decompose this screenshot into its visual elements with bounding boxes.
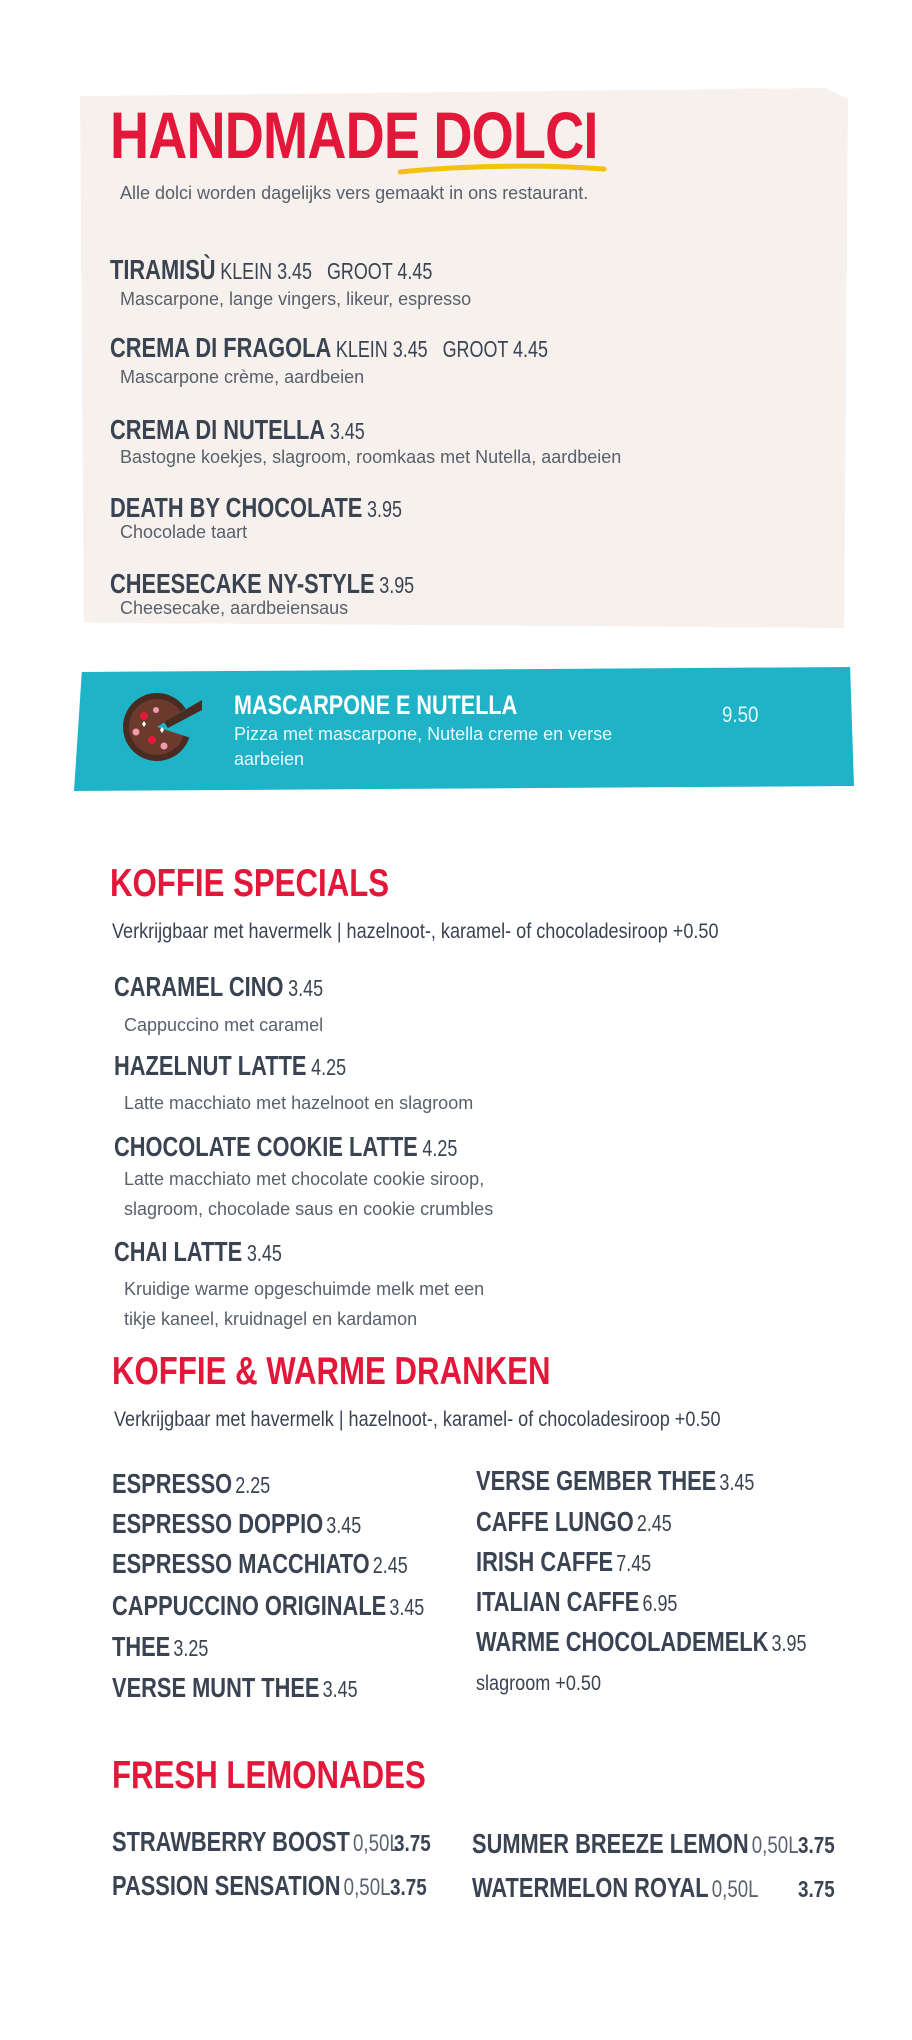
menu-item-name: CREMA DI NUTELLA 3.45	[110, 414, 365, 445]
menu-item-desc: tikje kaneel, kruidnagel en kardamon	[124, 1309, 418, 1329]
lemonade-price: 3.75	[798, 1876, 835, 1902]
menu-item-desc: Cheesecake, aardbeiensaus	[120, 598, 349, 618]
drink-item: ESPRESSO MACCHIATO 2.45	[112, 1548, 408, 1579]
menu-item-desc: Bastogne koekjes, slagroom, roomkaas met Nutella, aardbeien	[120, 447, 622, 467]
promo-price: 9.50	[722, 702, 759, 727]
section-title-warme-dranken: KOFFIE & WARME DRANKEN	[112, 1350, 551, 1393]
drink-item: VERSE GEMBER THEE 3.45	[476, 1465, 755, 1496]
menu-item-name: CHEESECAKE NY-STYLE 3.95	[110, 568, 415, 599]
menu-item-desc: Mascarpone, lange vingers, likeur, espresso	[120, 289, 472, 309]
drink-item: ESPRESSO 2.25	[112, 1468, 271, 1499]
pizza-slice-icon	[112, 680, 202, 770]
drink-item: VERSE MUNT THEE 3.45	[112, 1672, 358, 1703]
drink-item: ITALIAN CAFFE 6.95	[476, 1586, 678, 1617]
menu-item-name: CREMA DI FRAGOLA KLEIN 3.45 GROOT 4.45	[110, 332, 548, 363]
lemonade-price: 3.75	[394, 1830, 431, 1856]
title-underline-icon	[398, 160, 608, 178]
lemonade-item: WATERMELON ROYAL 0,50L	[472, 1872, 759, 1903]
lemonade-item: STRAWBERRY BOOST 0,50L	[112, 1826, 400, 1857]
menu-item-desc: Latte macchiato met hazelnoot en slagroom	[124, 1093, 474, 1113]
dolci-title: HANDMADE DOLCI	[110, 98, 598, 172]
drink-item: ESPRESSO DOPPIO 3.45	[112, 1508, 362, 1539]
menu-item-desc: Cappuccino met caramel	[124, 1015, 324, 1035]
promo-desc: Pizza met mascarpone, Nutella creme en verse aarbeien	[234, 724, 613, 769]
drink-item: THEE 3.25	[112, 1631, 209, 1662]
section-note: Verkrijgbaar met havermelk | hazelnoot-, karamel- of chocoladesiroop +0.50	[114, 1408, 721, 1431]
menu-item-name: HAZELNUT LATTE 4.25	[114, 1050, 347, 1081]
menu-item-desc: slagroom, chocolade saus en cookie crumbles	[124, 1199, 494, 1219]
lemonade-price: 3.75	[798, 1832, 835, 1858]
menu-item-name: CARAMEL CINO 3.45	[114, 971, 324, 1002]
menu-item-desc: Chocolade taart	[120, 522, 248, 542]
extra-note: slagroom +0.50	[476, 1672, 601, 1695]
lemonade-price: 3.75	[390, 1874, 427, 1900]
dolci-intro: Alle dolci worden dagelijks vers gemaakt in ons restaurant.	[120, 183, 589, 203]
menu-item-desc: Kruidige warme opgeschuimde melk met een	[124, 1279, 485, 1299]
drink-item: IRISH CAFFE 7.45	[476, 1546, 652, 1577]
menu-item-name: CHAI LATTE 3.45	[114, 1236, 282, 1267]
menu-item-name: TIRAMISÙ KLEIN 3.45 GROOT 4.45	[110, 254, 433, 285]
drink-item: CAFFE LUNGO 2.45	[476, 1506, 672, 1537]
section-title-lemonades: FRESH LEMONADES	[112, 1754, 426, 1797]
promo-name: MASCARPONE E NUTELLA	[234, 690, 518, 720]
section-title-koffie-specials: KOFFIE SPECIALS	[110, 862, 390, 905]
menu-item-desc: Mascarpone crème, aardbeien	[120, 367, 365, 387]
drink-item: WARME CHOCOLADEMELK 3.95	[476, 1626, 807, 1657]
menu-item-name: CHOCOLATE COOKIE LATTE 4.25	[114, 1131, 458, 1162]
menu-item-desc: Latte macchiato met chocolate cookie siroop,	[124, 1169, 485, 1189]
menu-item-name: DEATH BY CHOCOLATE 3.95	[110, 492, 402, 523]
lemonade-item: SUMMER BREEZE LEMON 0,50L	[472, 1828, 799, 1859]
section-note: Verkrijgbaar met havermelk | hazelnoot-, karamel- of chocoladesiroop +0.50	[112, 920, 719, 943]
lemonade-item: PASSION SENSATION 0,50L	[112, 1870, 391, 1901]
drink-item: CAPPUCCINO ORIGINALE 3.45	[112, 1590, 425, 1621]
